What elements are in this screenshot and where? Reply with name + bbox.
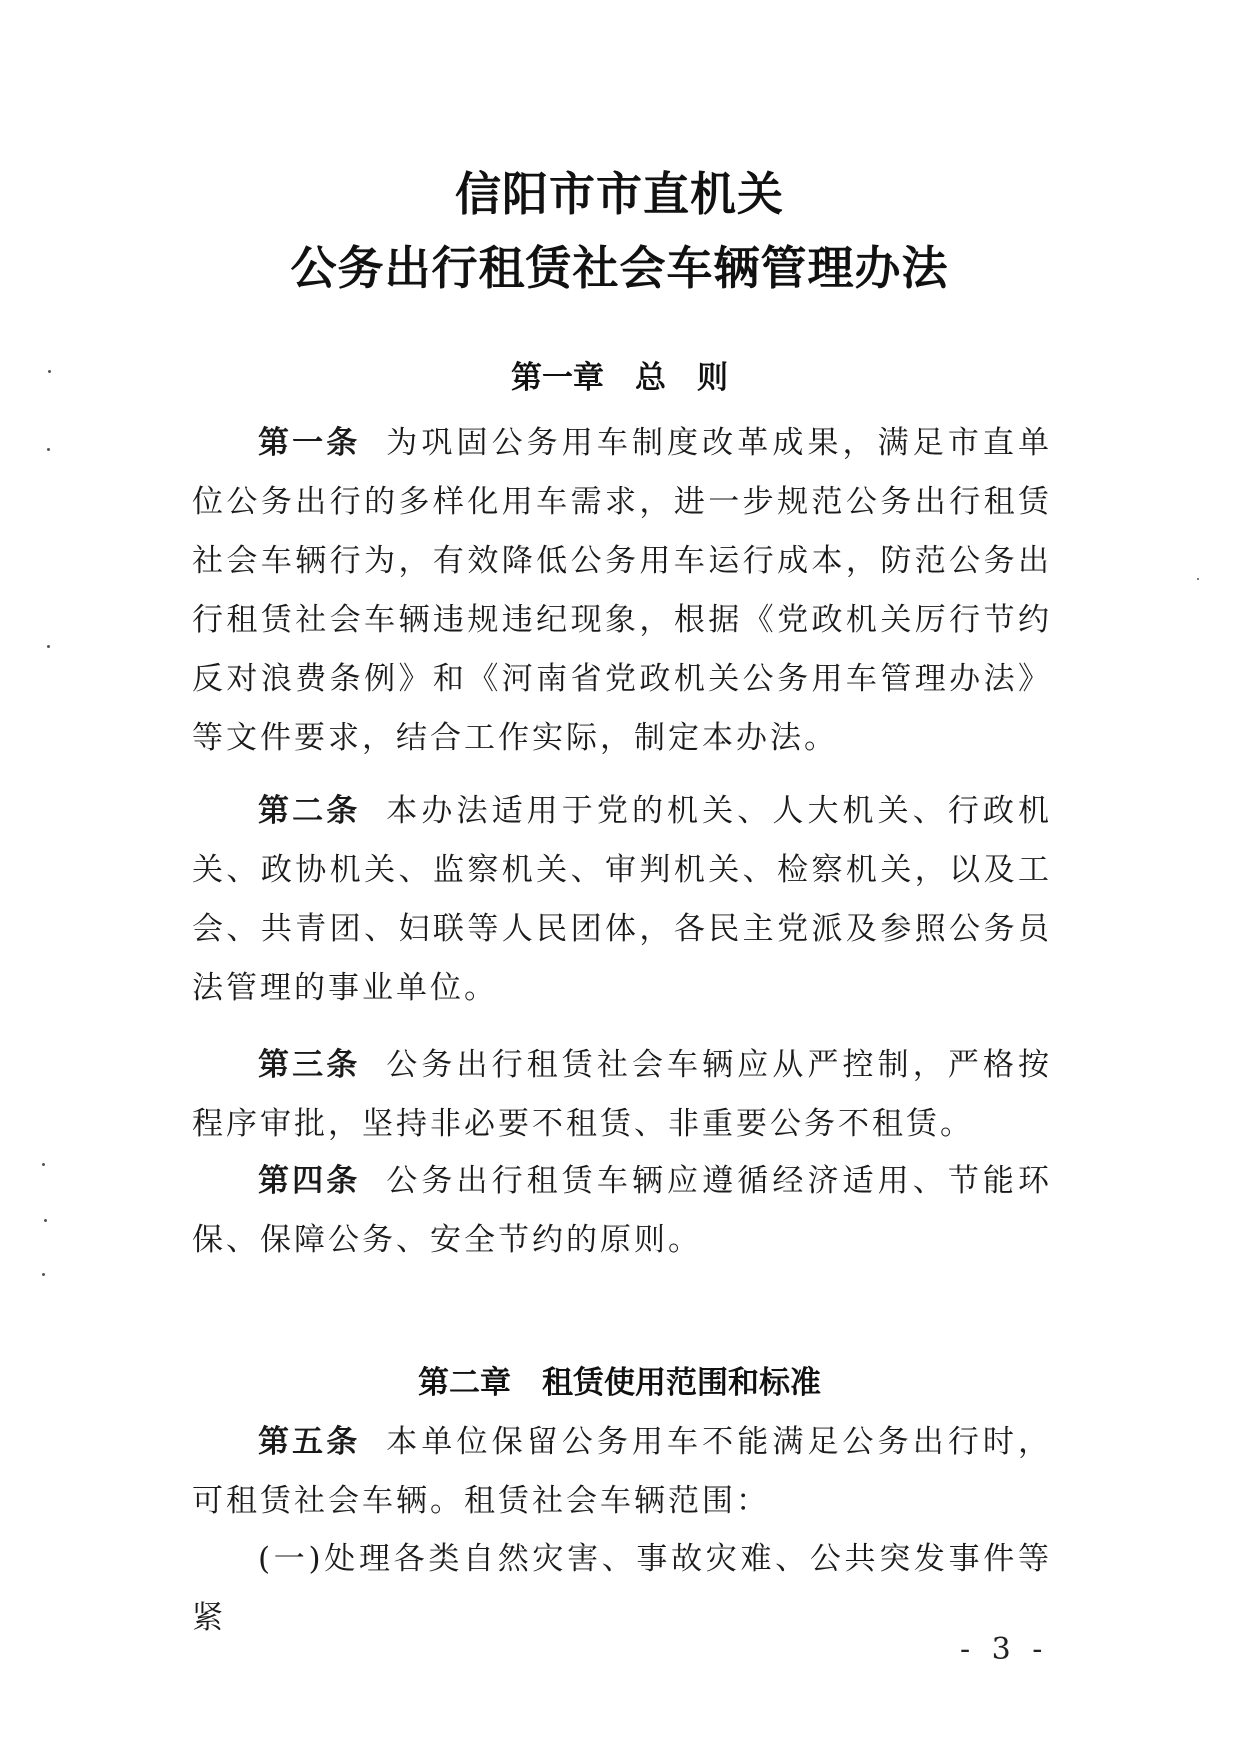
article-text: 本单位保留公务用车不能满足公务出行时，可租赁社会车辆。租赁社会车辆范围： — [192, 1424, 1053, 1519]
scan-speck — [42, 1273, 45, 1276]
scan-speck — [47, 645, 50, 648]
article-text: 公务出行租赁社会车辆应从严控制，严格按程序审批，坚持非必要不租赁、非重要公务不租赁。 — [192, 1047, 1053, 1142]
document-title-line2: 公务出行租赁社会车辆管理办法 — [290, 241, 949, 295]
article-paragraph — [192, 1152, 1052, 1270]
article-label: 第二条 — [258, 793, 361, 829]
article-label: 第四条 — [258, 1163, 361, 1199]
list-item: (一)处理各类自然灾害、事故灾难、公共突发事件等紧 — [192, 1541, 1052, 1636]
scan-speck — [47, 448, 50, 451]
article-label: 第一条 — [258, 425, 361, 461]
article-text: 本办法适用于党的机关、人大机关、行政机关、政协机关、监察机关、审判机关、检察机关，以及工会、共青团、妇联等人民团体，各民主党派及参照公务员法管理的事业单位。 — [192, 793, 1053, 1006]
chapter-heading-2: 第二章 租赁使用范围和标准 — [418, 1365, 821, 1401]
article-text: 为巩固公务用车制度改革成果，满足市直单位公务出行的多样化用车需求，进一步规范公务出行租赁社会车辆行为，有效降低公务用车运行成本，防范公务出行租赁社会车辆违规违纪现象，根据《党政机关厉行节约反对浪费条例》和《河南省党政机关公务用车管理办法》等文件要求，结合工作实际，制定本办法。 — [192, 425, 1053, 756]
scan-speck — [44, 1219, 47, 1222]
scan-speck — [48, 370, 51, 373]
scan-speck — [1197, 578, 1199, 580]
document-title-line1: 信阳市市直机关 — [455, 167, 784, 221]
chapter-heading-1: 第一章 总 则 — [511, 360, 728, 396]
article-label: 第五条 — [258, 1424, 361, 1460]
scan-speck — [42, 1163, 45, 1166]
article-label: 第三条 — [258, 1047, 361, 1083]
article-paragraph — [192, 1413, 1052, 1531]
article-paragraph — [192, 414, 1052, 768]
article-paragraph — [192, 1036, 1052, 1154]
article-text: 公务出行租赁车辆应遵循经济适用、节能环保、保障公务、安全节约的原则。 — [192, 1163, 1053, 1258]
page-number: - 3 - — [960, 1632, 1049, 1667]
article-paragraph — [192, 782, 1052, 1018]
